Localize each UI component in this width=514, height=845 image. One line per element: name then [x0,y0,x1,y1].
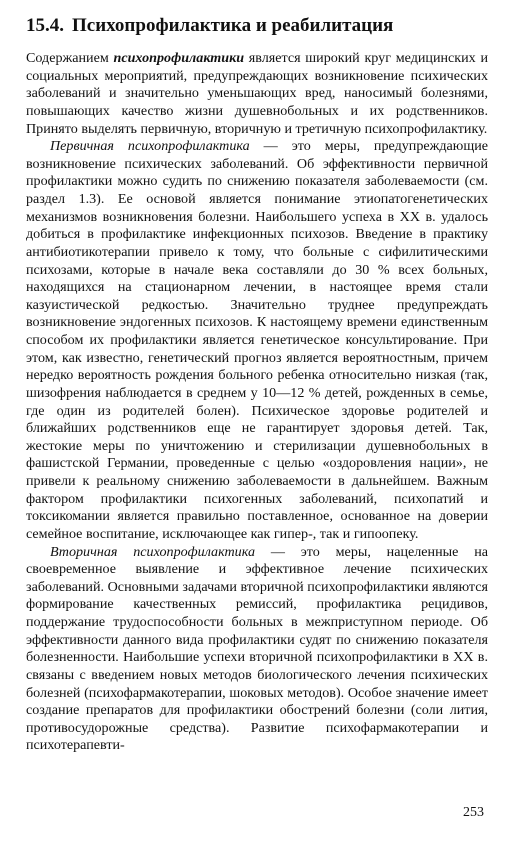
section-number: 15.4. [26,15,64,36]
term-primary-prophylaxis: Первичная психопрофилактика [50,138,250,155]
section-title: Психопрофилактика и реабилитация [72,15,394,36]
paragraph-secondary-body: — это меры, нацеленные на своевременное выявление и эффективное лечение психических заболеваний. Основными задачами вторичной психопрофилактики являются формирование качественных ремиссий, профилактика рецидивов, поддержание трудоспособности больных в межприступном периоде. Об эффективности данного вида профилактики судят по снижению показателя болезненности. Наибольшие успехи вторичной психопрофилактики в XX в. связаны с введением новых методов биологического лечения психических болезней (психофармакотерапии, шоковых методов). Особое значение имеет создание препаратов для профилактики обострений болезни (соли лития, противосудорожные средства). Развитие психофармакотерапии и психотерапевти- [26,543,488,754]
paragraph-intro-lead: Содержанием [26,50,114,66]
paragraph-secondary [26,544,488,756]
paragraph-intro [26,50,488,138]
term-secondary-prophylaxis: Вторичная психопрофилактика [50,543,256,560]
paragraph-primary-body: — это меры, предупреждающие возникновение психических заболеваний. Об эффективности первичной профилактики можно судить по снижению показателя заболеваемости (см. раздел 1.3). Ее основой является понимание этиопатогенетических механизмов возникновения болезни. Наибольшего успеха в XX в. удалось добиться в профилактике инфекционных психозов. Введение в практику антибиотикотерапии привело к тому, что больные с сифилитическими психозами, которые в начале века составляли до 30 % всех больных, находящихся на стационарном лечении, в настоящее время стали казуистической редкостью. Значительно труднее предупреждать возникновение эндогенных психозов. К настоящему времени единственным способом их профилактики является генетическое консультирование. При этом, как известно, генетический прогноз является вероятностным, причем нередко вероятность рождения больного ребенка относительно низкая (так, шизофрения наблюдается в среднем у 10—12 % детей, рожденных в семье, где один из родителей болен). Психическое здоровье родителей и ближайших родственников еще не гарантирует здоровья детей. Так, жестокие меры по уничтожению и стерилизации душевнобольных в фашистской Германии, проведенные с целью «оздоровления нации», не привели к реальному снижению заболеваемости в дальнейшем. Важным фактором профилактики психогенных заболеваний, психопатий и токсикомании является правильно поставленное, основанное на доверии семейное воспитание, исключающее как гипер-, так и гипоопеку. [26,138,488,542]
paragraph-primary [26,138,488,543]
term-psychoprophylaxis: психопрофилактики [113,50,245,66]
paragraph-intro-body: является широкий круг медицинских и социальных мероприятий, предупреждающих возникновение психических заболеваний и значительно уменьшающих вред, наносимый болезнями, повышающих качество жизни душевнобольных и их родственников. Принято выделять первичную, вторичную и третичную психопрофилактику. [26,50,488,137]
page-number: 253 [463,805,484,820]
book-page [26,14,488,755]
section-heading [26,14,488,38]
